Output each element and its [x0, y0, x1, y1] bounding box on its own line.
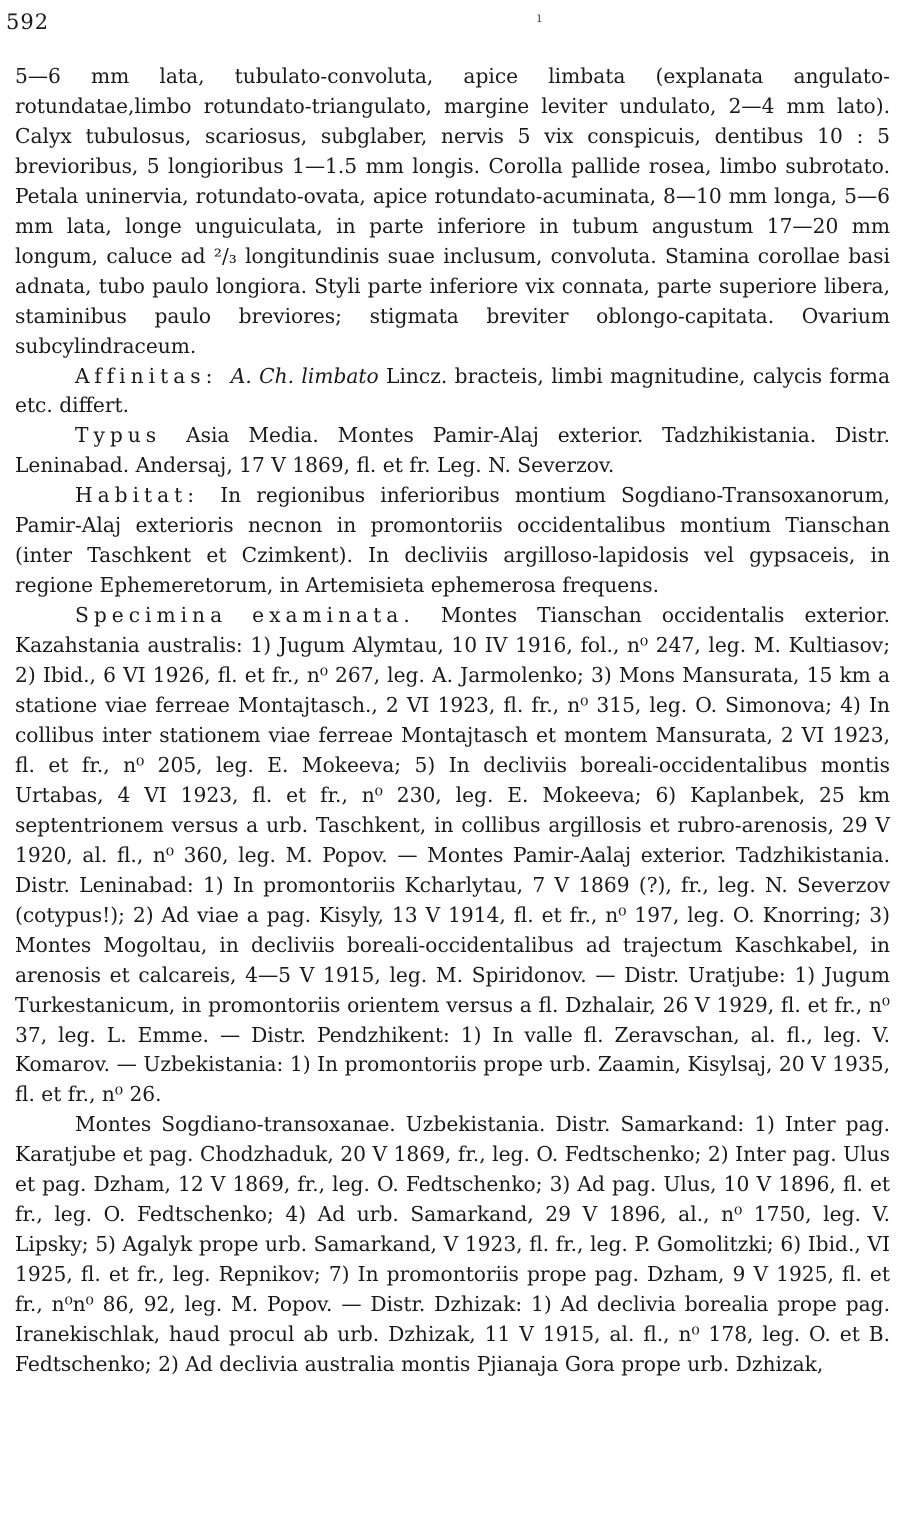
- affinitas-text: Lincz. bracteis, limbi magnitudine, calycis forma etc. differt.: [15, 363, 890, 418]
- description-paragraph: 5—6 mm lata, tubulato-convoluta, apice limbata (explanata angulato-rotundatae,limbo rotundato-triangulato, margine leviter undulato, 2—4 mm lato). Calyx tubulosus, scariosus, subglaber, nervis 5 vix conspicuis, dentibus 10 : 5 brevioribus, 5 longioribus 1—1.5 mm longis. Corolla pallide rosea, limbo subrotato. Petala uninervia, rotundato-ovata, apice rotundato-acuminata, 8—10 mm longa, 5—6 mm lata, longe unguiculata, in parte inferiore in tubum angustum 17—20 mm longum, caluce ad ²/₃ longitundinis suae inclusum, convoluta. Stamina corollae basi adnata, tubo paulo longiora. Styli parte inferiore vix connata, parte superiore libera, staminibus paulo breviores; stigmata breviter oblongo-capitata. Ovarium subcylindraceum.: [15, 64, 890, 358]
- affinitas-paragraph: [15, 362, 890, 422]
- specimina-label: Specimina examinata.: [75, 603, 415, 628]
- habitat-label: Habitat:: [75, 483, 200, 508]
- typus-text: Asia Media. Montes Pamir-Alaj exterior. Tadzhikistania. Distr. Leninabad. Andersaj, 17 V 1869, fl. et fr. Leg. N. Severzov.: [15, 423, 890, 478]
- body-text: [15, 62, 890, 1380]
- specimina-paragraph: [15, 601, 890, 1110]
- typus-paragraph: [15, 421, 890, 481]
- typus-label: Typus: [75, 423, 162, 448]
- page-number: 592: [6, 10, 50, 34]
- affinitas-taxon: A. Ch. limbato: [230, 363, 379, 388]
- habitat-paragraph: [15, 481, 890, 601]
- habitat-text: In regionibus inferioribus montium Sogdiano-Transoxanorum, Pamir-Alaj exterioris necnon in promontoriis occidentalibus montium Tianschan (inter Taschkent et Czimkent). In decliviis argilloso-lapidosis vel gypsaceis, in regione Ephemeretorum, in Artemisieta ephemerosa frequens.: [15, 483, 891, 598]
- corner-mark: ı: [537, 10, 542, 26]
- sogdiano-paragraph: Montes Sogdiano-transoxanae. Uzbekistania. Distr. Samarkand: 1) Inter pag. Karatjube et pag. Chodzhaduk, 20 V 1869, fr., leg. O. Fedtschenko; 2) Inter pag. Ulus et pag. Dzham, 12 V 1869, fr., leg. O. Fedtschenko; 3) Ad pag. Ulus, 10 V 1896, fl. et fr., leg. O. Fedtschenko; 4) Ad urb. Samarkand, 29 V 1896, al., n⁰ 1750, leg. V. Lipsky; 5) Agalyk prope urb. Samarkand, V 1923, fl. fr., leg. P. Gomolitzki; 6) Ibid., VI 1925, fl. et fr., leg. Repnikov; 7) In promontoriis prope pag. Dzham, 9 V 1925, fl. et fr., n⁰n⁰ 86, 92, leg. M. Popov. — Distr. Dzhizak: 1) Ad declivia borealia prope pag. Iranekischlak, haud procul ab urb. Dzhizak, 11 V 1915, al. fl., n⁰ 178, leg. O. et B. Fedtschenko; 2) Ad declivia australia montis Pjianaja Gora prope urb. Dzhizak,: [15, 1112, 890, 1376]
- affinitas-label: Affinitas:: [75, 363, 218, 388]
- specimina-text: Montes Tianschan occidentalis exterior. Kazahstania australis: 1) Jugum Alymtau, 10 IV 1916, fol., n⁰ 247, leg. M. Kultiasov; 2) Ibid., 6 VI 1926, fl. et fr., n⁰ 267, leg. A. Jarmolenko; 3) Mons Mansurata, 15 km a statione viae ferreae Montajtasch., 2 VI 1923, fl. fr., n⁰ 315, leg. O. Simonova; 4) In collibus inter stationem viae ferreae Montajtasch et montem Mansurata, 2 VI 1923, fl. et fr., n⁰ 205, leg. E. Mokeeva; 5) In decliviis boreali-occidentalibus montis Urtabas, 4 VI 1923, fl. et fr., n⁰ 230, leg. E. Mokeeva; 6) Kaplanbek, 25 km septentrionem versus a urb. Taschkent, in collibus argillosis et rubro-arenosis, 29 V 1920, al. fl., n⁰ 360, leg. M. Popov. — Montes Pamir-Aalaj exterior. Tadzhikistania. Distr. Leninabad: 1) In promontoriis Kcharlytau, 7 V 1869 (?), fr., leg. N. Severzov (cotypus!); 2) Ad viae a pag. Kisyly, 13 V 1914, fl. et fr., n⁰ 197, leg. O. Knorring; 3) Montes Mogoltau, in decliviis boreali-occidentalibus ad trajectum Kaschkabel, in arenosis et calcareis, 4—5 V 1915, leg. M. Spiridonov. — Distr. Uratjube: 1) Jugum Turkestanicum, in promontoriis orientem versus a fl. Dzhalair, 26 V 1929, fl. et fr., n⁰ 37, leg. L. Emme. — Distr. Pendzhikent: 1) In valle fl. Zeravschan, al. fl., leg. V. Komarov. — Uzbekistania: 1) In promontoriis prope urb. Zaamin, Kisylsaj, 20 V 1935, fl. et fr., n⁰ 26.: [15, 603, 890, 1107]
